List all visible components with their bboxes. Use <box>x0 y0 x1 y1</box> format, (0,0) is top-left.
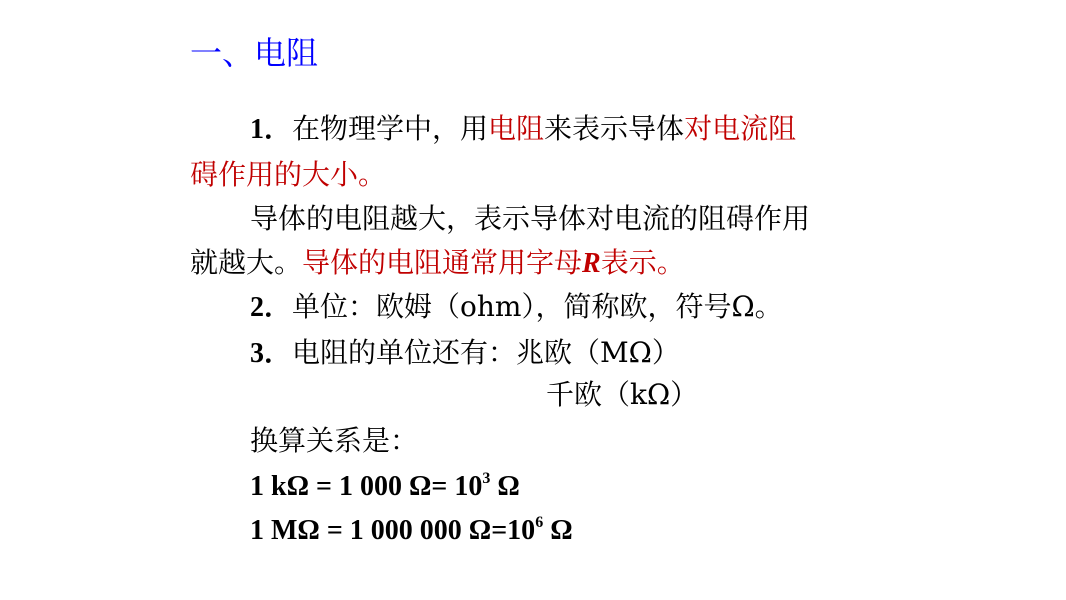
conversion-line-1 <box>250 470 520 504</box>
item-number-3: 3． <box>250 338 293 369</box>
p2-emphasis-c: 导体的电阻通常用字母 <box>302 246 583 279</box>
conv2-exponent: 6 <box>535 513 544 531</box>
conv1-exponent: 3 <box>482 469 491 487</box>
conversion-label: 换算关系是： <box>250 424 419 457</box>
paragraph-1-line-1 <box>250 112 796 146</box>
p4-text: 电阻的单位还有：兆欧（MΩ） <box>292 336 680 369</box>
p1-emphasis-d: 对电流阻 <box>684 112 797 145</box>
conversion-line-2 <box>250 514 573 548</box>
p2-text-b: 就越大。 <box>190 246 303 279</box>
conv2-text-b: Ω <box>543 515 573 546</box>
paragraph-2-line-1: 导体的电阻越大，表示导体对电流的阻碍作用 <box>250 202 811 235</box>
conv2-text-a: 1 MΩ = 1 000 000 Ω=10 <box>250 515 536 546</box>
paragraph-4 <box>250 336 680 370</box>
p3-text: 单位：欧姆（ohm），简称欧，符号Ω。 <box>292 290 783 323</box>
conv1-text-a: 1 kΩ = 1 000 Ω= 10 <box>250 471 483 502</box>
p1-text-c: 来表示导体 <box>544 112 685 145</box>
paragraph-3 <box>250 290 783 324</box>
paragraph-4-line-2: 千欧（kΩ） <box>546 378 699 411</box>
paragraph-1-line-2: 碍作用的大小。 <box>190 158 387 191</box>
p2-emphasis-e: 表示。 <box>600 246 685 279</box>
p1-text-a: 在物理学中，用 <box>292 112 489 145</box>
paragraph-2-line-2 <box>190 246 685 280</box>
item-number-1: 1． <box>250 114 293 145</box>
p1-term-resistance: 电阻 <box>488 112 545 145</box>
item-number-2: 2． <box>250 292 293 323</box>
p2-letter-r: R <box>582 248 601 279</box>
conv1-text-b: Ω <box>490 471 520 502</box>
section-title: 一、电阻 <box>190 34 319 72</box>
